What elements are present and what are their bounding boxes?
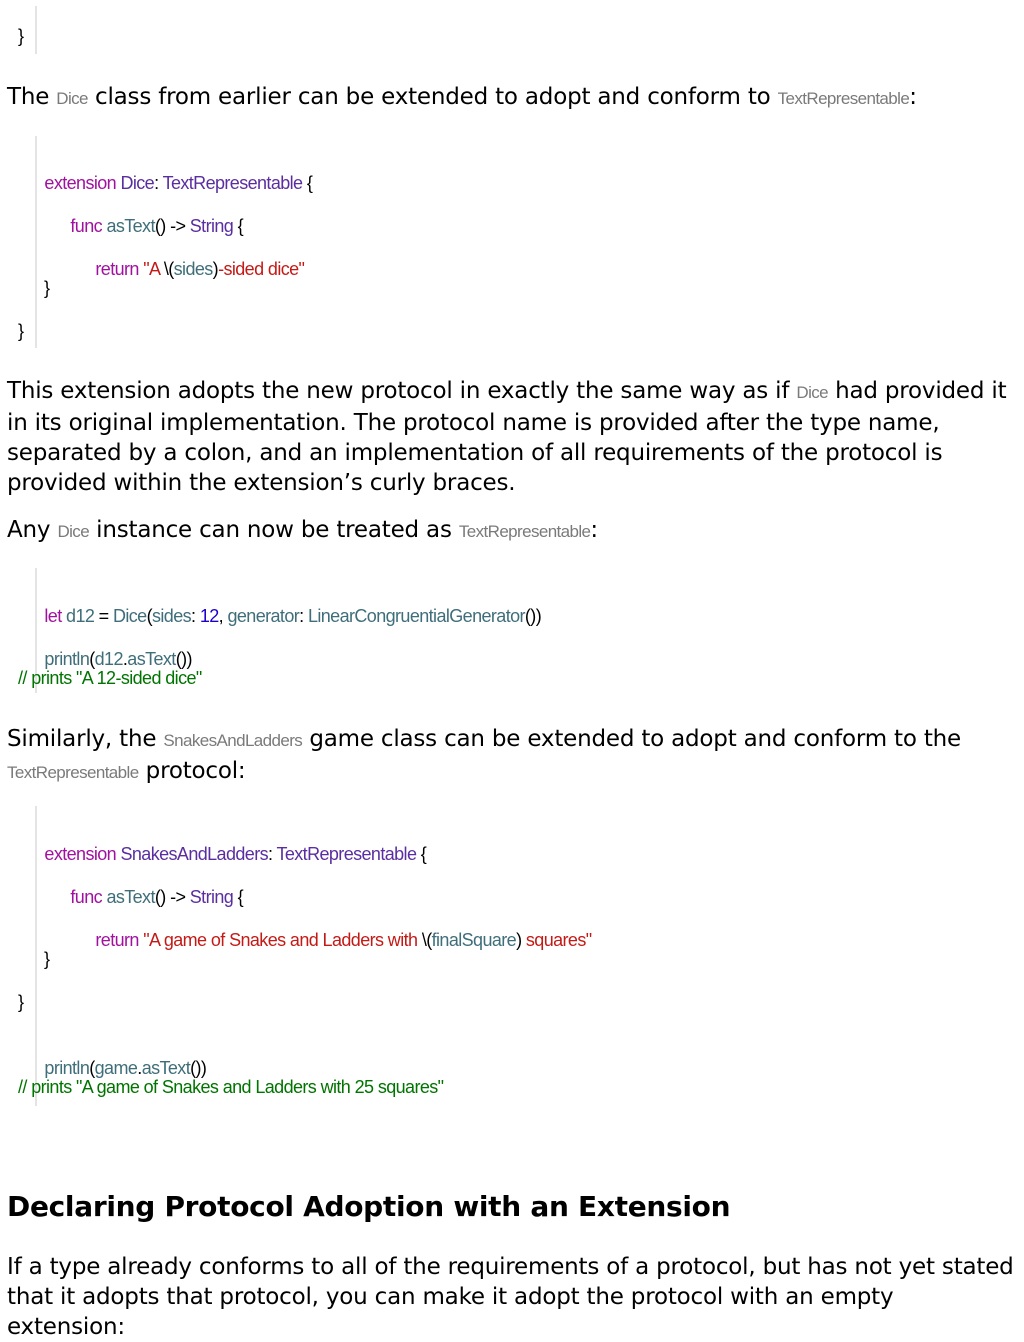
paragraph: The Dice class from earlier can be extended to adopt and conform to TextRepresentable: — [7, 84, 917, 110]
section-heading: Declaring Protocol Adoption with an Extension — [7, 1190, 731, 1223]
code-line: } — [18, 321, 24, 341]
paragraph: Similarly, the SnakesAndLadders game class can be extended to adopt and conform to the TextRepresentable protocol: — [7, 726, 961, 784]
paragraph: Any Dice instance can now be treated as TextRepresentable: — [7, 517, 598, 543]
code-line: } — [18, 26, 24, 46]
inline-code: SnakesAndLadders — [163, 731, 303, 750]
paragraph: If a type already conforms to all of the requirements of a protocol, but has not yet stated that it adopts that protocol, you can make it adopt the protocol with an empty extension: — [7, 1254, 1014, 1340]
code-line: return "A \(sides)-sided dice" — [95, 259, 305, 279]
code-line: extension Dice: TextRepresentable { — [44, 173, 313, 193]
code-line: let d12 = Dice(sides: 12, generator: LinearCongruentialGenerator()) — [44, 606, 542, 626]
code-line: } — [18, 992, 24, 1012]
code-line: func asText() -> String { — [70, 887, 244, 907]
inline-code: TextRepresentable — [458, 522, 591, 541]
code-line: return "A game of Snakes and Ladders with \(finalSquare) squares" — [95, 930, 592, 950]
code-line: println(game.asText()) — [44, 1058, 207, 1078]
code-block-bar — [35, 6, 37, 54]
inline-code: Dice — [796, 383, 828, 402]
code-line: } — [44, 278, 50, 298]
inline-code: TextRepresentable — [7, 763, 139, 782]
code-line: } — [44, 949, 50, 969]
inline-code: Dice — [57, 522, 90, 541]
code-line: println(d12.asText()) — [44, 649, 192, 669]
code-line: extension SnakesAndLadders: TextRepresentable { — [44, 844, 427, 864]
code-line: func asText() -> String { — [70, 216, 244, 236]
inline-code: TextRepresentable — [777, 89, 910, 108]
code-comment: // prints "A 12-sided dice" — [18, 668, 202, 688]
code-comment: // prints "A game of Snakes and Ladders with 25 squares" — [18, 1077, 444, 1097]
paragraph: This extension adopts the new protocol in exactly the same way as if Dice had provided it in its original implementation. The protocol name is provided after the type name, separated by a colon, and an implementation of all requirements of the protocol is provided within the extension’s curly braces. — [7, 378, 1007, 496]
inline-code: Dice — [56, 89, 88, 108]
